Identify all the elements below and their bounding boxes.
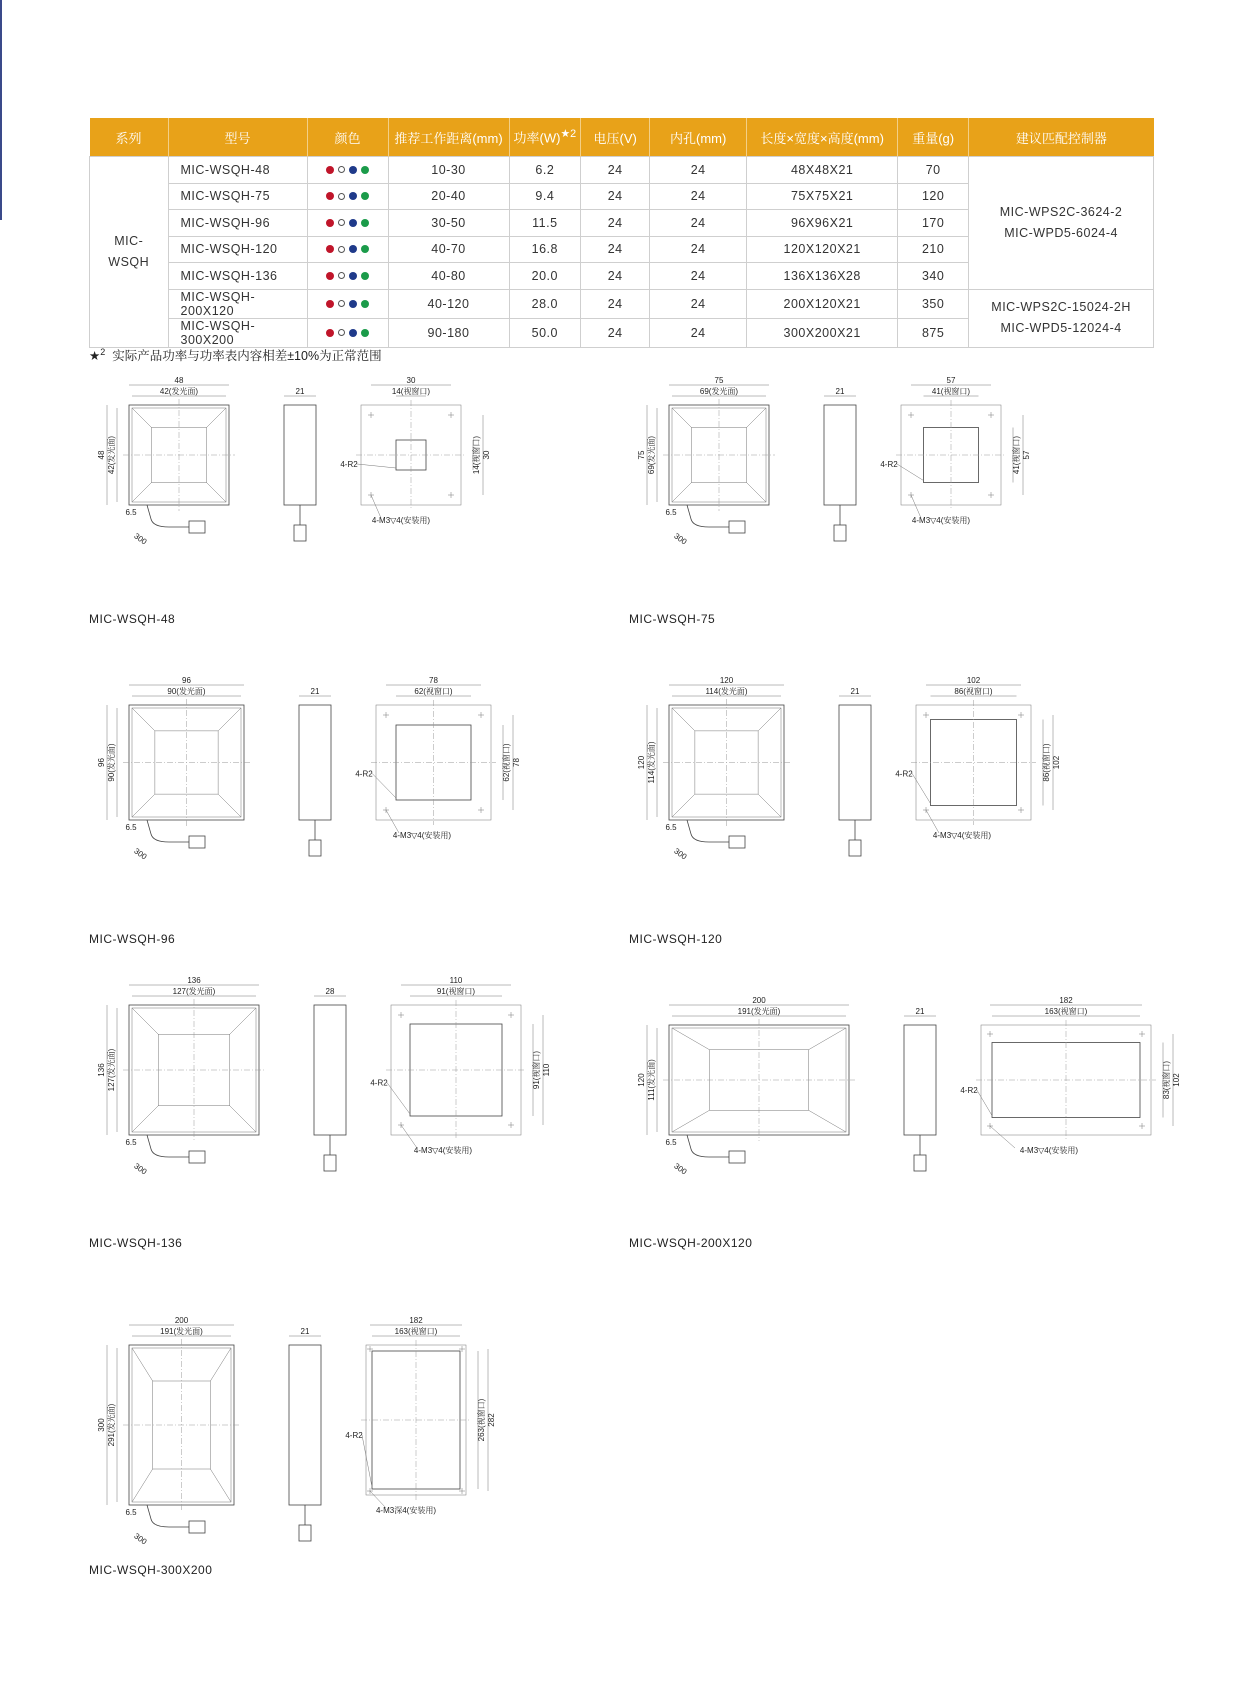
- dim-window-v: 91(视窗口): [532, 1050, 541, 1090]
- dim-pitch: 78: [429, 676, 438, 685]
- bevel-line: [230, 1106, 256, 1132]
- connector: [299, 1525, 311, 1541]
- voltage-cell: 24: [581, 210, 650, 237]
- distance-cell: 90-180: [388, 318, 509, 347]
- color-dot: [326, 272, 334, 280]
- connector: [189, 1151, 205, 1163]
- dim-emit-width: 90(发光面): [167, 687, 206, 696]
- th-power: [509, 118, 581, 157]
- cable: [687, 1135, 729, 1157]
- radius-note: 4-R2: [370, 1078, 388, 1088]
- weight-cell: 70: [898, 157, 969, 184]
- model-cell: MIC-WSQH-136: [168, 263, 307, 290]
- connector: [914, 1155, 926, 1171]
- model-cell: MIC-WSQH-48: [168, 157, 307, 184]
- color-dot: [349, 329, 357, 337]
- color-dots: [326, 166, 369, 174]
- power-cell: 9.4: [509, 183, 581, 210]
- dim-window: 86(视窗口): [954, 687, 993, 696]
- color-cell: [307, 236, 388, 263]
- model-cell: MIC-WSQH-120: [168, 236, 307, 263]
- hole-cell: 24: [650, 289, 747, 318]
- drawing-caption: MIC-WSQH-120: [629, 932, 723, 946]
- dim-window: 163(视窗口): [1044, 1007, 1088, 1016]
- dim-cable: 300: [132, 531, 149, 547]
- dim-emit-width: 191(发光面): [737, 1007, 781, 1016]
- dim-emit-height: 114(发光面): [647, 741, 656, 784]
- radius-note: 4-R2: [960, 1086, 978, 1096]
- dim-pitch: 102: [966, 676, 981, 685]
- color-cell: [307, 263, 388, 290]
- color-dot: [326, 329, 334, 337]
- cable: [147, 1505, 189, 1527]
- dim-height: 21: [295, 387, 305, 396]
- weight-cell: 120: [898, 183, 969, 210]
- dim-pitch-v: 102: [1172, 1073, 1181, 1087]
- radius-note: 4-R2: [340, 460, 358, 469]
- dimension-drawing: [629, 995, 1181, 1215]
- weight-cell: 340: [898, 263, 969, 290]
- dimension-drawing: [629, 675, 1149, 900]
- connector: [189, 836, 205, 848]
- dim-emit-width: 191(发光面): [160, 1327, 203, 1336]
- size-cell: 300X200X21: [747, 318, 898, 347]
- dim-outer-width: 200: [174, 1316, 189, 1325]
- dim-cable: 300: [672, 846, 689, 862]
- connector: [294, 525, 306, 541]
- size-cell: 96X96X21: [747, 210, 898, 237]
- dim-emit-height: 69(发光面): [647, 435, 656, 475]
- bevel-line: [809, 1110, 847, 1132]
- leader-line: [990, 1126, 1015, 1148]
- color-cell: [307, 289, 388, 318]
- dim-window: 91(视窗口): [436, 987, 476, 996]
- dim-height: 21: [310, 687, 320, 696]
- dim-outer-height: 120: [637, 1073, 646, 1087]
- th-power-sup: ★2: [560, 128, 577, 141]
- dim-pitch-v: 78: [512, 758, 521, 767]
- drawing-caption: MIC-WSQH-75: [629, 612, 716, 626]
- dim-emit-width: 127(发光面): [172, 987, 216, 996]
- cable: [147, 820, 189, 842]
- mount-note: 4-M3▽4(安装用): [371, 516, 431, 525]
- dim-outer-width: 120: [719, 676, 734, 685]
- color-cell: [307, 157, 388, 184]
- table-row: [90, 289, 1154, 318]
- color-dot: [326, 219, 334, 227]
- power-cell: 20.0: [509, 263, 581, 290]
- distance-cell: 40-120: [388, 289, 509, 318]
- bevel-line: [132, 794, 155, 817]
- connector: [729, 521, 745, 533]
- drawing-caption: MIC-WSQH-136: [89, 1236, 183, 1250]
- color-dot: [349, 192, 357, 200]
- bevel-line: [132, 1106, 158, 1132]
- connector: [189, 1521, 205, 1533]
- hole-cell: 24: [650, 157, 747, 184]
- dim-offset: 6.5: [665, 1138, 677, 1147]
- controller-a-2: MIC-WPD5-6024-4: [1004, 225, 1118, 240]
- color-dot: [349, 166, 357, 174]
- color-dot: [361, 192, 369, 200]
- th-hole: 内孔(mm): [650, 118, 747, 157]
- distance-cell: 10-30: [388, 157, 509, 184]
- radius-note: 4-R2: [345, 1431, 363, 1440]
- dim-window: 163(视窗口): [394, 1327, 438, 1336]
- dimension-drawing: [89, 675, 609, 900]
- leader-line: [371, 495, 381, 518]
- mount-note: 4-M3▽4(安装用): [911, 516, 971, 525]
- leader-line: [386, 810, 399, 833]
- color-dot: [338, 272, 345, 279]
- controller-cell: [969, 157, 1154, 290]
- table-body: [90, 157, 1154, 348]
- bevel-line: [809, 1028, 847, 1050]
- radius-note: 4-R2: [880, 460, 898, 469]
- color-dot: [326, 300, 334, 308]
- footnote-text: 实际产品功率与功率表内容相差±10%为正常范围: [112, 349, 382, 363]
- model-cell: MIC-WSQH-96: [168, 210, 307, 237]
- dim-outer-height: 300: [97, 1418, 106, 1432]
- color-dot: [349, 300, 357, 308]
- dim-pitch: 110: [449, 976, 463, 985]
- side-outline: [299, 705, 331, 820]
- drawing-caption: MIC-WSQH-200X120: [629, 1236, 753, 1250]
- dim-outer-height: 120: [637, 755, 646, 770]
- color-dot: [338, 219, 345, 226]
- dim-outer-height: 48: [97, 450, 106, 460]
- dim-outer-width: 136: [187, 976, 201, 985]
- leader-line: [911, 495, 921, 518]
- bevel-line: [132, 708, 155, 731]
- size-cell: 136X136X28: [747, 263, 898, 290]
- bevel-line: [672, 1110, 710, 1132]
- dim-window: 41(视窗口): [931, 387, 971, 396]
- dim-window: 14(视窗口): [391, 387, 431, 396]
- hole-cell: 24: [650, 263, 747, 290]
- dim-pitch: 182: [409, 1316, 423, 1325]
- table-header-row: [90, 118, 1154, 157]
- dim-outer-height: 136: [97, 1063, 106, 1077]
- connector: [849, 840, 861, 856]
- color-dot: [361, 272, 369, 280]
- dim-window: 62(视窗口): [414, 687, 453, 696]
- bevel-line: [218, 794, 241, 817]
- dim-emit-height: 291(发光面): [107, 1403, 116, 1447]
- voltage-cell: 24: [581, 318, 650, 347]
- th-controller: 建议匹配控制器: [969, 118, 1154, 157]
- power-cell: 11.5: [509, 210, 581, 237]
- leader-line: [401, 1125, 417, 1148]
- color-dot: [361, 300, 369, 308]
- color-cell: [307, 183, 388, 210]
- connector: [834, 525, 846, 541]
- dim-cable: 300: [672, 531, 689, 547]
- mount-note: 4-M3▽4(安装用): [932, 831, 992, 840]
- color-dot: [326, 192, 334, 200]
- distance-cell: 20-40: [388, 183, 509, 210]
- bevel-line: [207, 408, 227, 428]
- th-size: 长度×宽度×高度(mm): [747, 118, 898, 157]
- connector: [309, 840, 321, 856]
- side-outline: [289, 1345, 321, 1505]
- dim-cable: 300: [132, 1531, 149, 1547]
- voltage-cell: 24: [581, 157, 650, 184]
- controller-b-1: MIC-WPS2C-15024-2H: [991, 300, 1131, 314]
- size-cell: 48X48X21: [747, 157, 898, 184]
- connector: [324, 1155, 336, 1171]
- bevel-line: [747, 483, 767, 503]
- color-dots: [326, 272, 369, 280]
- drawing-caption: MIC-WSQH-48: [89, 612, 176, 626]
- bevel-line: [672, 483, 692, 503]
- weight-cell: 210: [898, 236, 969, 263]
- bevel-line: [207, 483, 227, 503]
- color-dot: [361, 219, 369, 227]
- th-distance: 推荐工作距离(mm): [388, 118, 509, 157]
- cable: [147, 1135, 189, 1157]
- dim-pitch: 30: [406, 376, 416, 385]
- bevel-line: [672, 408, 692, 428]
- dim-outer-width: 200: [752, 996, 766, 1005]
- footnote-star: ★: [89, 349, 101, 363]
- leader-line: [357, 464, 396, 468]
- leader-line: [372, 773, 396, 798]
- dim-window-v: 62(视窗口): [502, 743, 511, 782]
- color-dots: [326, 192, 369, 200]
- dimension-drawing: [629, 375, 1149, 585]
- footnote: [89, 346, 382, 364]
- connector: [729, 1151, 745, 1163]
- color-dot: [338, 193, 345, 200]
- dim-outer-width: 48: [174, 376, 184, 385]
- dim-height: 21: [300, 1327, 310, 1336]
- color-cell: [307, 318, 388, 347]
- dim-offset: 6.5: [665, 823, 677, 832]
- mount-note: 4-M3▽4(安装用): [392, 831, 452, 840]
- dim-height: 28: [325, 987, 335, 996]
- dim-outer-height: 75: [637, 450, 646, 460]
- side-outline: [904, 1025, 936, 1135]
- voltage-cell: 24: [581, 183, 650, 210]
- drawing-caption: MIC-WSQH-300X200: [89, 1563, 213, 1577]
- series-cell: MIC-WSQH: [90, 157, 169, 348]
- color-dot: [361, 166, 369, 174]
- color-dots: [326, 300, 369, 308]
- distance-cell: 40-70: [388, 236, 509, 263]
- drawing-caption: MIC-WSQH-96: [89, 932, 176, 946]
- th-weight: 重量(g): [898, 118, 969, 157]
- dim-pitch-v: 102: [1052, 755, 1061, 770]
- color-dot: [338, 329, 345, 336]
- color-dot: [349, 272, 357, 280]
- hole-cell: 24: [650, 318, 747, 347]
- dim-offset: 6.5: [665, 508, 677, 517]
- dim-offset: 6.5: [125, 1138, 137, 1147]
- mount-note: 4-M3▽4(安装用): [1019, 1146, 1079, 1155]
- dim-emit-width: 42(发光面): [159, 387, 199, 396]
- spec-table: [89, 118, 1154, 348]
- color-dots: [326, 219, 369, 227]
- color-cell: [307, 210, 388, 237]
- color-dots: [326, 245, 369, 253]
- mount-note: 4-M3深4(安装用): [375, 1506, 437, 1515]
- leader-line: [926, 810, 939, 833]
- leader-line: [912, 773, 931, 803]
- dimension-drawing: [89, 375, 609, 585]
- color-dot: [338, 246, 345, 253]
- color-dot: [338, 166, 345, 173]
- th-color: 颜色: [307, 118, 388, 157]
- dim-outer-width: 96: [182, 676, 191, 685]
- leader-line: [977, 1090, 992, 1115]
- connector: [729, 836, 745, 848]
- weight-cell: 350: [898, 289, 969, 318]
- power-cell: 6.2: [509, 157, 581, 184]
- page-edge-bar: [0, 0, 2, 220]
- color-dot: [349, 219, 357, 227]
- color-dot: [361, 329, 369, 337]
- dim-emit-height: 90(发光面): [107, 743, 116, 782]
- dim-pitch-v: 110: [542, 1063, 551, 1077]
- color-dots: [326, 329, 369, 337]
- dim-pitch: 182: [1059, 996, 1073, 1005]
- hole-cell: 24: [650, 210, 747, 237]
- bevel-line: [210, 1348, 231, 1381]
- dim-emit-width: 114(发光面): [705, 687, 748, 696]
- voltage-cell: 24: [581, 263, 650, 290]
- dim-height: 21: [915, 1007, 925, 1016]
- dim-emit-width: 69(发光面): [699, 387, 739, 396]
- controller-a-1: MIC-WPS2C-3624-2: [999, 204, 1123, 219]
- bevel-line: [672, 708, 695, 731]
- bevel-line: [132, 483, 152, 503]
- power-cell: 50.0: [509, 318, 581, 347]
- controller-cell: [969, 289, 1154, 347]
- bevel-line: [758, 794, 781, 817]
- dim-emit-height: 111(发光面): [647, 1059, 656, 1101]
- model-cell: MIC-WSQH-300X200: [168, 318, 307, 347]
- dim-pitch: 57: [946, 376, 956, 385]
- table-row: [90, 157, 1154, 184]
- bevel-line: [758, 708, 781, 731]
- dim-window-v: 83(视窗口): [1162, 1060, 1171, 1100]
- dim-cable: 300: [672, 1161, 689, 1177]
- cable: [147, 505, 189, 527]
- footnote-sup: 2: [100, 346, 106, 357]
- bevel-line: [218, 708, 241, 731]
- color-dot: [349, 245, 357, 253]
- dim-window-v: 14(视窗口): [472, 435, 481, 475]
- dim-height: 21: [850, 687, 860, 696]
- hole-cell: 24: [650, 236, 747, 263]
- cable: [687, 820, 729, 842]
- side-outline: [314, 1005, 346, 1135]
- bevel-line: [672, 1028, 710, 1050]
- dim-window-v: 86(视窗口): [1042, 743, 1051, 782]
- dim-pitch-v: 30: [482, 450, 491, 460]
- dimension-drawing: [89, 1315, 609, 1585]
- power-cell: 16.8: [509, 236, 581, 263]
- leader-line: [362, 1435, 372, 1487]
- connector: [189, 521, 205, 533]
- dim-offset: 6.5: [125, 1508, 137, 1517]
- controller-b-2: MIC-WPD5-12024-4: [1000, 321, 1122, 335]
- bevel-line: [747, 408, 767, 428]
- cable: [687, 505, 729, 527]
- bevel-line: [230, 1008, 256, 1034]
- weight-cell: 170: [898, 210, 969, 237]
- side-outline: [824, 405, 856, 505]
- radius-note: 4-R2: [895, 769, 913, 779]
- th-power-label: 功率(W): [513, 130, 561, 146]
- mount-note: 4-M3▽4(安装用): [413, 1146, 473, 1155]
- dim-cable: 300: [132, 846, 149, 862]
- size-cell: 120X120X21: [747, 236, 898, 263]
- color-dot: [326, 166, 334, 174]
- dimension-drawing: [89, 975, 609, 1215]
- dim-outer-height: 96: [97, 758, 106, 767]
- size-cell: 75X75X21: [747, 183, 898, 210]
- dim-emit-height: 127(发光面): [107, 1048, 116, 1092]
- dim-pitch-v: 57: [1022, 450, 1031, 460]
- dim-cable: 300: [132, 1161, 149, 1177]
- color-dot: [326, 245, 334, 253]
- model-cell: MIC-WSQH-75: [168, 183, 307, 210]
- hole-cell: 24: [650, 183, 747, 210]
- distance-cell: 30-50: [388, 210, 509, 237]
- bevel-line: [672, 794, 695, 817]
- bevel-line: [210, 1469, 231, 1502]
- dim-pitch-v: 282: [487, 1413, 496, 1427]
- th-series: 系列: [90, 118, 169, 157]
- power-cell: 28.0: [509, 289, 581, 318]
- weight-cell: 875: [898, 318, 969, 347]
- dim-window-v: 263(视窗口): [477, 1398, 486, 1442]
- voltage-cell: 24: [581, 289, 650, 318]
- distance-cell: 40-80: [388, 263, 509, 290]
- model-cell: MIC-WSQH-200X120: [168, 289, 307, 318]
- leader-line: [387, 1083, 410, 1114]
- voltage-cell: 24: [581, 236, 650, 263]
- bevel-line: [132, 1008, 158, 1034]
- size-cell: 200X120X21: [747, 289, 898, 318]
- side-outline: [284, 405, 316, 505]
- dim-outer-width: 75: [714, 376, 724, 385]
- dim-offset: 6.5: [125, 508, 137, 517]
- radius-note: 4-R2: [355, 769, 373, 779]
- bevel-line: [132, 1469, 153, 1502]
- color-dot: [338, 300, 345, 307]
- dim-window-v: 41(视窗口): [1012, 435, 1021, 475]
- dim-offset: 6.5: [125, 823, 137, 832]
- dim-height: 21: [835, 387, 845, 396]
- bevel-line: [132, 408, 152, 428]
- bevel-line: [132, 1348, 153, 1381]
- side-outline: [839, 705, 871, 820]
- th-voltage: 电压(V): [581, 118, 650, 157]
- color-dot: [361, 245, 369, 253]
- dim-emit-height: 42(发光面): [107, 435, 116, 475]
- th-model: 型号: [168, 118, 307, 157]
